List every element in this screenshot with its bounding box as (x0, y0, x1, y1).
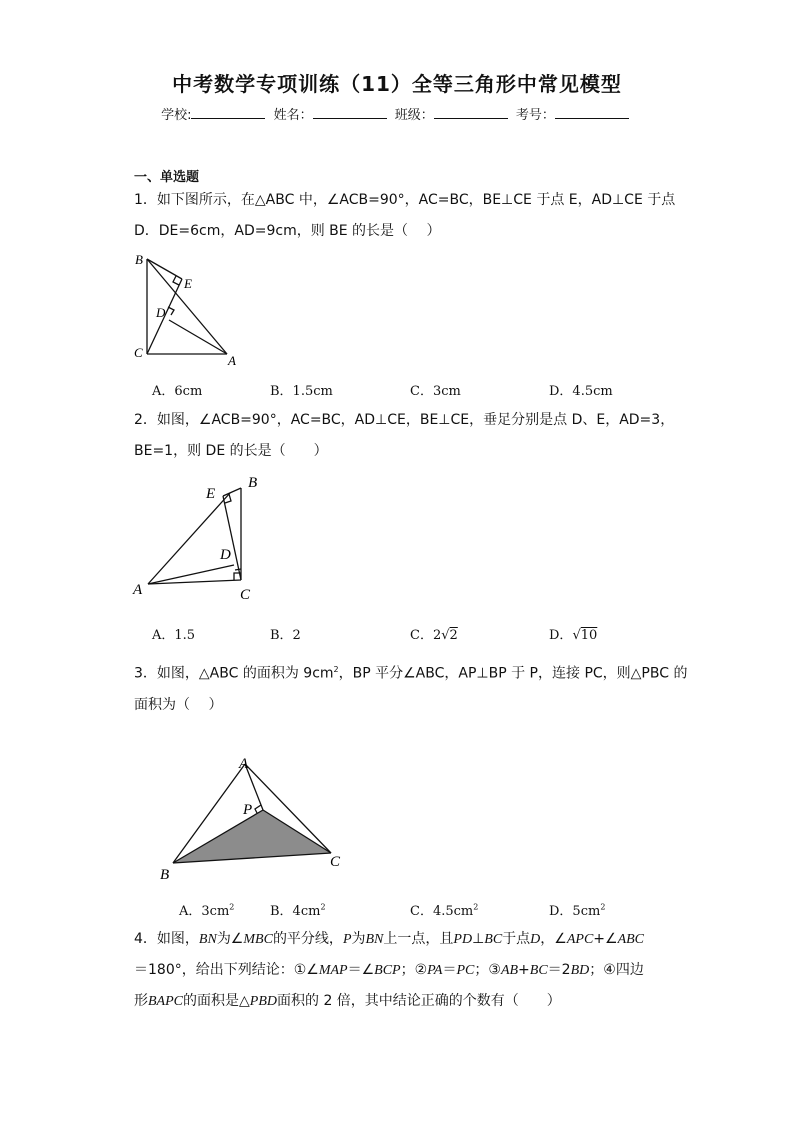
q2-label-a: A (133, 582, 143, 598)
q2-label-d: D (220, 547, 231, 563)
q3-line1-sup: 2 (333, 665, 339, 674)
question-2-line-2: BE=1，则 DE 的长是（ ） (134, 443, 328, 459)
q1-label-a: A (228, 353, 236, 368)
question-3-text (134, 654, 687, 721)
q3-option-a-sup: 2 (229, 902, 235, 912)
q3-line1-part-a: 3．如图，△ABC 的面积为 9cm (134, 665, 334, 682)
question-2-line-1: 2．如图，∠ACB=90°，AC=BC，AD⊥CE，BE⊥CE，垂足分别是点 D、E，AD=3， (134, 412, 675, 428)
question-4-line-2: ＝180°，给出下列结论：①∠MAP＝∠BCP；②PA＝PC；③AB+BC＝2BD；④四边 (134, 962, 644, 978)
radical-icon: √ (572, 628, 581, 643)
question-4-line-1: 4．如图，BN为∠MBC的平分线，P为BN上一点，且PD⊥BC于点D，∠APC+∠ABC (134, 931, 645, 947)
question-2-text (134, 405, 674, 467)
q3-option-c-label: C．4.5cm (410, 904, 474, 919)
question-4-text (134, 924, 644, 1017)
q1-option-a[interactable]: A．6cm (152, 384, 203, 399)
q3-option-d[interactable] (549, 900, 605, 919)
q3-option-a-label: A．3cm (179, 904, 230, 919)
question-2-figure (128, 470, 278, 605)
class-label: 班级： (394, 108, 434, 123)
q3-option-b-sup: 2 (320, 902, 326, 912)
school-blank[interactable] (191, 106, 265, 119)
q3-option-a[interactable] (179, 900, 234, 919)
q2-option-c-label: C．2 (410, 628, 442, 643)
class-blank[interactable] (434, 106, 508, 119)
q2-right-angle-d (235, 569, 241, 570)
q3-label-a: A (239, 756, 249, 772)
q3-label-p: P (243, 802, 253, 818)
q2-option-d-radicand: 10 (580, 628, 598, 643)
number-label: 考号： (515, 108, 555, 123)
question-3-line-1 (134, 654, 687, 690)
q1-label-e: E (184, 276, 192, 291)
question-3-figure (155, 752, 355, 884)
radical-icon: √ (441, 628, 450, 643)
q1-label-d: D (156, 305, 166, 320)
q3-line1-part-b: ，BP 平分∠ABC，AP⊥BP 于 P，连接 PC，则△PBC 的 (338, 665, 688, 682)
q2-label-b: B (248, 475, 258, 491)
question-1-text (134, 185, 675, 247)
page-title: 中考数学专项训练（11）全等三角形中常见模型 (172, 72, 622, 96)
question-1-figure (130, 250, 250, 372)
q3-label-b: B (160, 867, 170, 883)
question-3-line-2: 面积为（ ） (134, 696, 223, 713)
q1-option-c[interactable]: C．3cm (410, 384, 461, 399)
q3-option-b-label: B．4cm (270, 904, 321, 919)
q2-option-d[interactable] (549, 624, 597, 643)
q2-segment-ab (148, 493, 230, 584)
number-blank[interactable] (555, 106, 629, 119)
q2-option-b[interactable]: B．2 (270, 628, 301, 643)
name-label: 姓名： (273, 108, 313, 123)
school-label: 学校: (161, 108, 192, 123)
q1-segment-ad (169, 320, 227, 354)
q2-label-c: C (240, 587, 251, 603)
name-blank[interactable] (313, 106, 387, 119)
q2-option-c[interactable] (410, 624, 458, 643)
question-1-line-1: 1．如下图所示，在△ABC 中，∠ACB=90°，AC=BC，BE⊥CE 于点 E，AD⊥CE 于点 (134, 192, 676, 208)
q2-segment-eb (223, 488, 241, 496)
question-4-line-3: 形BAPC的面积是△PBD面积的 2 倍，其中结论正确的个数有（ ） (134, 993, 561, 1009)
q2-option-d-label: D． (549, 628, 573, 643)
question-1-line-2: D．DE=6cm，AD=9cm，则 BE 的长是（ ） (134, 223, 441, 239)
q2-label-e: E (206, 486, 216, 502)
q2-option-c-radicand: 2 (449, 628, 458, 643)
q1-option-b[interactable]: B．1.5cm (270, 384, 333, 399)
q2-option-a[interactable]: A．1.5 (152, 628, 196, 643)
q1-label-b: B (135, 252, 143, 267)
section-heading: 一、单选题 (134, 170, 200, 185)
q1-segment-be (147, 259, 182, 279)
q3-option-c[interactable] (410, 900, 478, 919)
q3-option-b[interactable] (270, 900, 326, 919)
q3-option-c-sup: 2 (473, 902, 479, 912)
q1-label-c: C (134, 345, 143, 360)
q3-option-d-label: D．5cm (549, 904, 601, 919)
q1-option-d[interactable]: D．4.5cm (549, 384, 613, 399)
q3-option-d-sup: 2 (600, 902, 606, 912)
q3-label-c: C (330, 854, 341, 870)
student-info-line (0, 104, 794, 123)
